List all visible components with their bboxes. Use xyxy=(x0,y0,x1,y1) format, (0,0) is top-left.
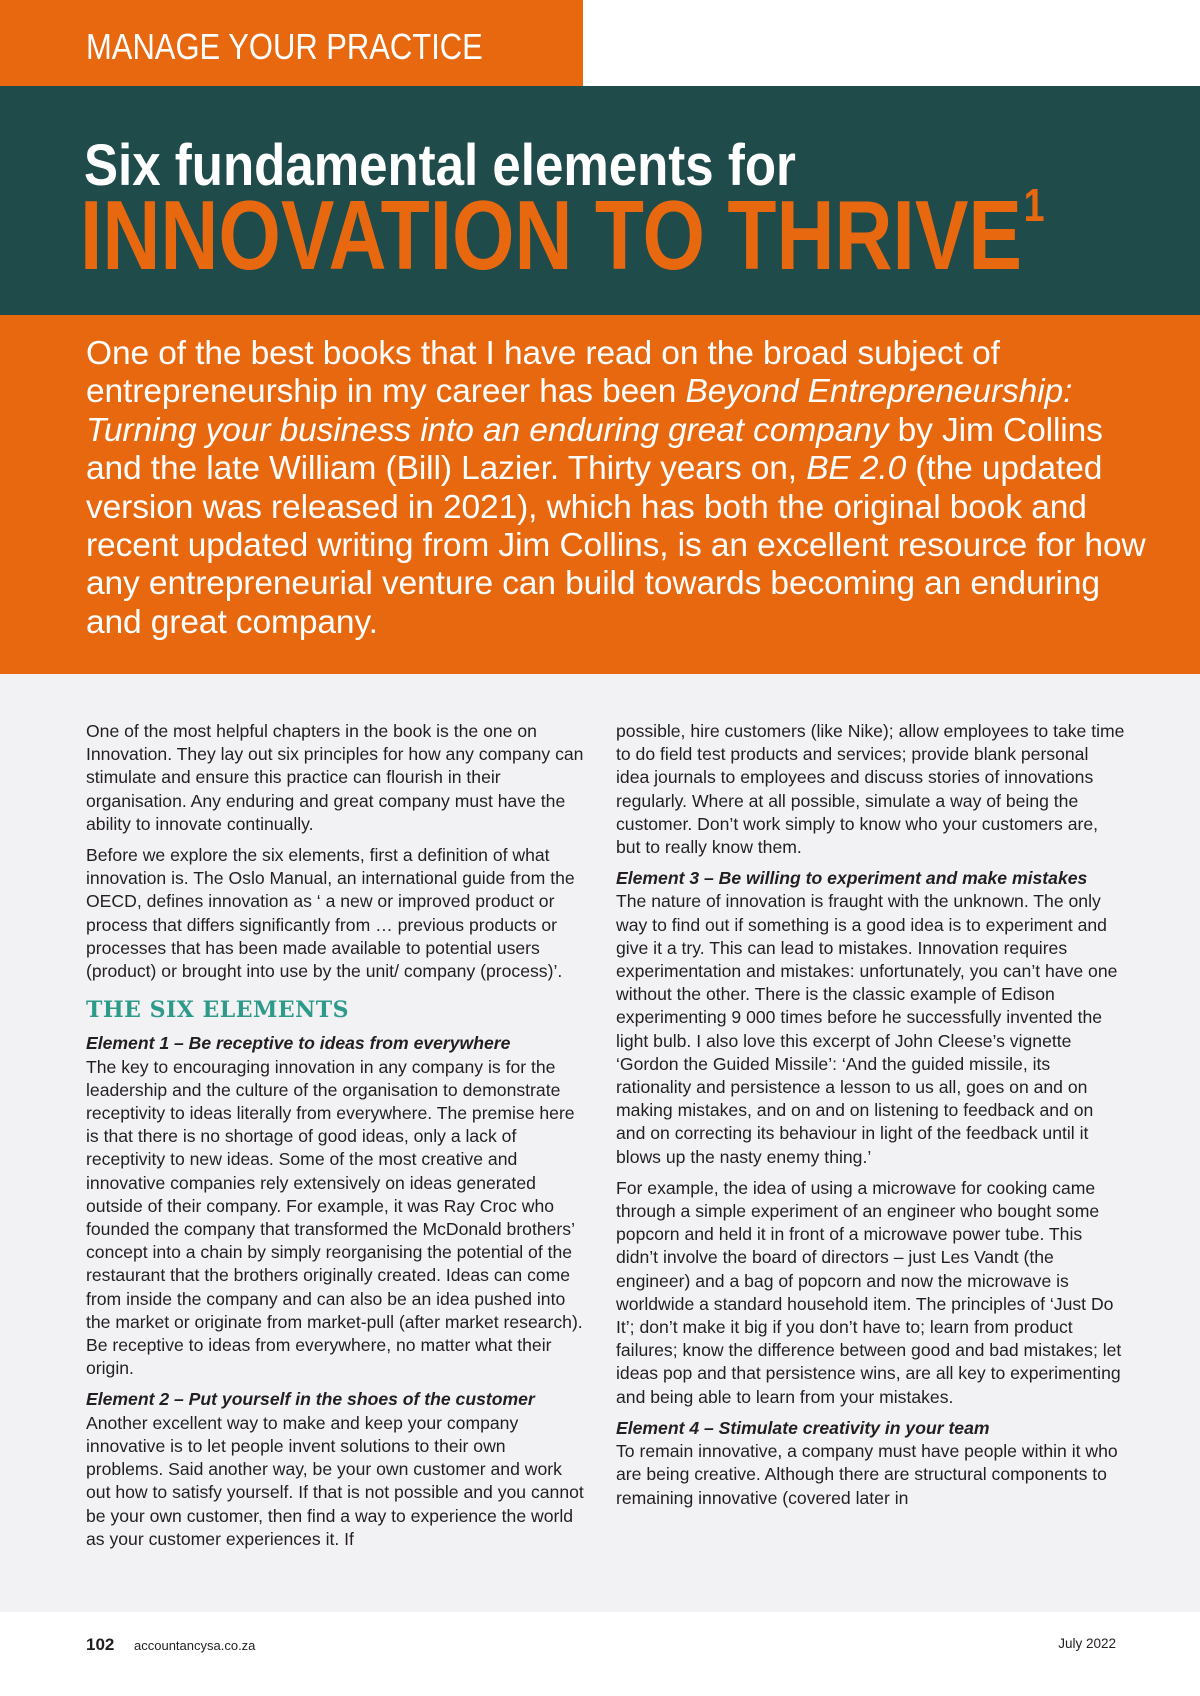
headline-main: INNOVATION TO THRIVE xyxy=(80,180,1023,290)
element-heading: Element 2 – Put yourself in the shoes of the customer xyxy=(86,1389,535,1410)
website-link[interactable]: accountancysa.co.za xyxy=(134,1638,256,1653)
headline-line-2 xyxy=(80,180,1045,290)
element-4 xyxy=(616,1417,1126,1510)
paragraph: One of the most helpful chapters in the book is the one on Innovation. They lay out six principles for how any company can stimulate and ensure this practice can flourish in their organisation. Any enduring and great company must have the ability to innovate continually. xyxy=(86,721,584,834)
issue-date: July 2022 xyxy=(1058,1636,1116,1651)
paragraph: possible, hire customers (like Nike); allow employees to take time to do field test products and services; provide blank personal idea journals to employees and discuss stories of innovations regularly. Where at all possible, simulate a way of being the customer. Don’t work simply to know who your customers are, but to really know them. xyxy=(616,721,1125,858)
element-heading: Element 1 – Be receptive to ideas from everywhere xyxy=(86,1033,511,1054)
book-edition: BE 2.0 xyxy=(806,450,907,488)
element-2 xyxy=(86,1388,586,1550)
element-text: To remain innovative, a company must have people within it who are being creative. Although there are structural components to remaining innovative (covered later in xyxy=(616,1441,1118,1508)
section-label: MANAGE YOUR PRACTICE xyxy=(0,0,583,86)
element-heading: Element 3 – Be willing to experiment and make mistakes xyxy=(616,868,1088,889)
page-footer xyxy=(0,1612,1200,1696)
element-heading: Element 4 – Stimulate creativity in your team xyxy=(616,1417,990,1438)
book-title: Beyond Entrepreneurship: Turning your business into an enduring great company xyxy=(86,373,1073,449)
element-text: The key to encouraging innovation in any company is for the leadership and the culture of the organisation to demonstrate receptivity to ideas literally from everywhere. The premise here is that there is no shortage of good ideas, only a lack of receptivity to new ideas. Some of the most creative and innovative companies rely extensively on ideas generated outside of their company. For example, it was Ray Croc who founded the company that transformed the McDonald brothers’ concept into a chain by simply reorganising the potential of the restaurant that the brothers originally created. Ideas can come from inside the company and can also be an idea pushed into the market or originate from market-pull (after market research). Be receptive to ideas from everywhere, no matter what their origin. xyxy=(86,1056,583,1379)
headline-footnote-marker: 1 xyxy=(1023,179,1045,231)
element-3 xyxy=(616,867,1126,1169)
element-text: Another excellent way to make and keep your company innovative is to let people invent solutions to their own problems. Said another way, be your own customer and work out how to satisfy yourself. If that is not possible and you cannot be your own customer, then find a way to experience the world as your customer experiences it. If xyxy=(86,1412,584,1549)
article-column-left xyxy=(86,720,586,1559)
standfirst: One of the best books that I have read on the broad subject of entrepreneurship in my career has been Beyond Entrepreneurship: Turning your business into an enduring great company by Jim Collins and the late William (Bill) Lazier. Thirty years on, BE 2.0 (the updated version was released in 2021), which has both the original book and recent updated writing from Jim Collins, is an excellent resource for how any entrepreneurial venture can build towards becoming an enduring and great company. xyxy=(86,335,1146,641)
page-number: 102 xyxy=(86,1635,115,1654)
element-text: The nature of innovation is fraught with the unknown. The only way to find out if something is a good idea is to experiment and give it a try. This can lead to mistakes. Innovation requires experimentation and mistakes: unfortunately, you can’t have one without the other. There is the classic example of Edison experimenting 9 000 times before he successfully invented the light bulb. I also love this excerpt of John Cleese’s vignette ‘Gordon the Guided Missile’: ‘And the guided missile, its rationality and persistence a lesson to us all, goes on and on making mistakes, and on and on listening to feedback and on and on correcting its behaviour in light of the feedback until it blows up the nasty enemy thing.’ xyxy=(616,891,1118,1167)
section-heading: THE SIX ELEMENTS xyxy=(86,997,349,1024)
paragraph: For example, the idea of using a microwave for cooking came through a simple experiment of an engineer who bought some popcorn and held it in front of a microwave power tube. This didn’t involve the board of directors – just Les Vandt (the engineer) and a bag of popcorn and now the microwave is worldwide a standard household item. The principles of ‘Just Do It’; don’t make it big if you don’t have to; learn from product failures; know the difference between good and bad mistakes; let ideas pop and that persistence wins, are all key to experimenting and being able to learn from your mistakes. xyxy=(616,1177,1122,1407)
element-1 xyxy=(86,1032,586,1380)
article-column-right xyxy=(616,720,1126,1518)
paragraph: Before we explore the six elements, first a definition of what innovation is. The Oslo Manual, an international guide from the OECD, defines innovation as ‘ a new or improved product or process that differs significantly from … previous products or processes that has been made available to potential users (product) or brought into use by the unit/ company (process)’. xyxy=(86,845,575,982)
headline-line-1: Six fundamental elements for xyxy=(84,133,796,198)
